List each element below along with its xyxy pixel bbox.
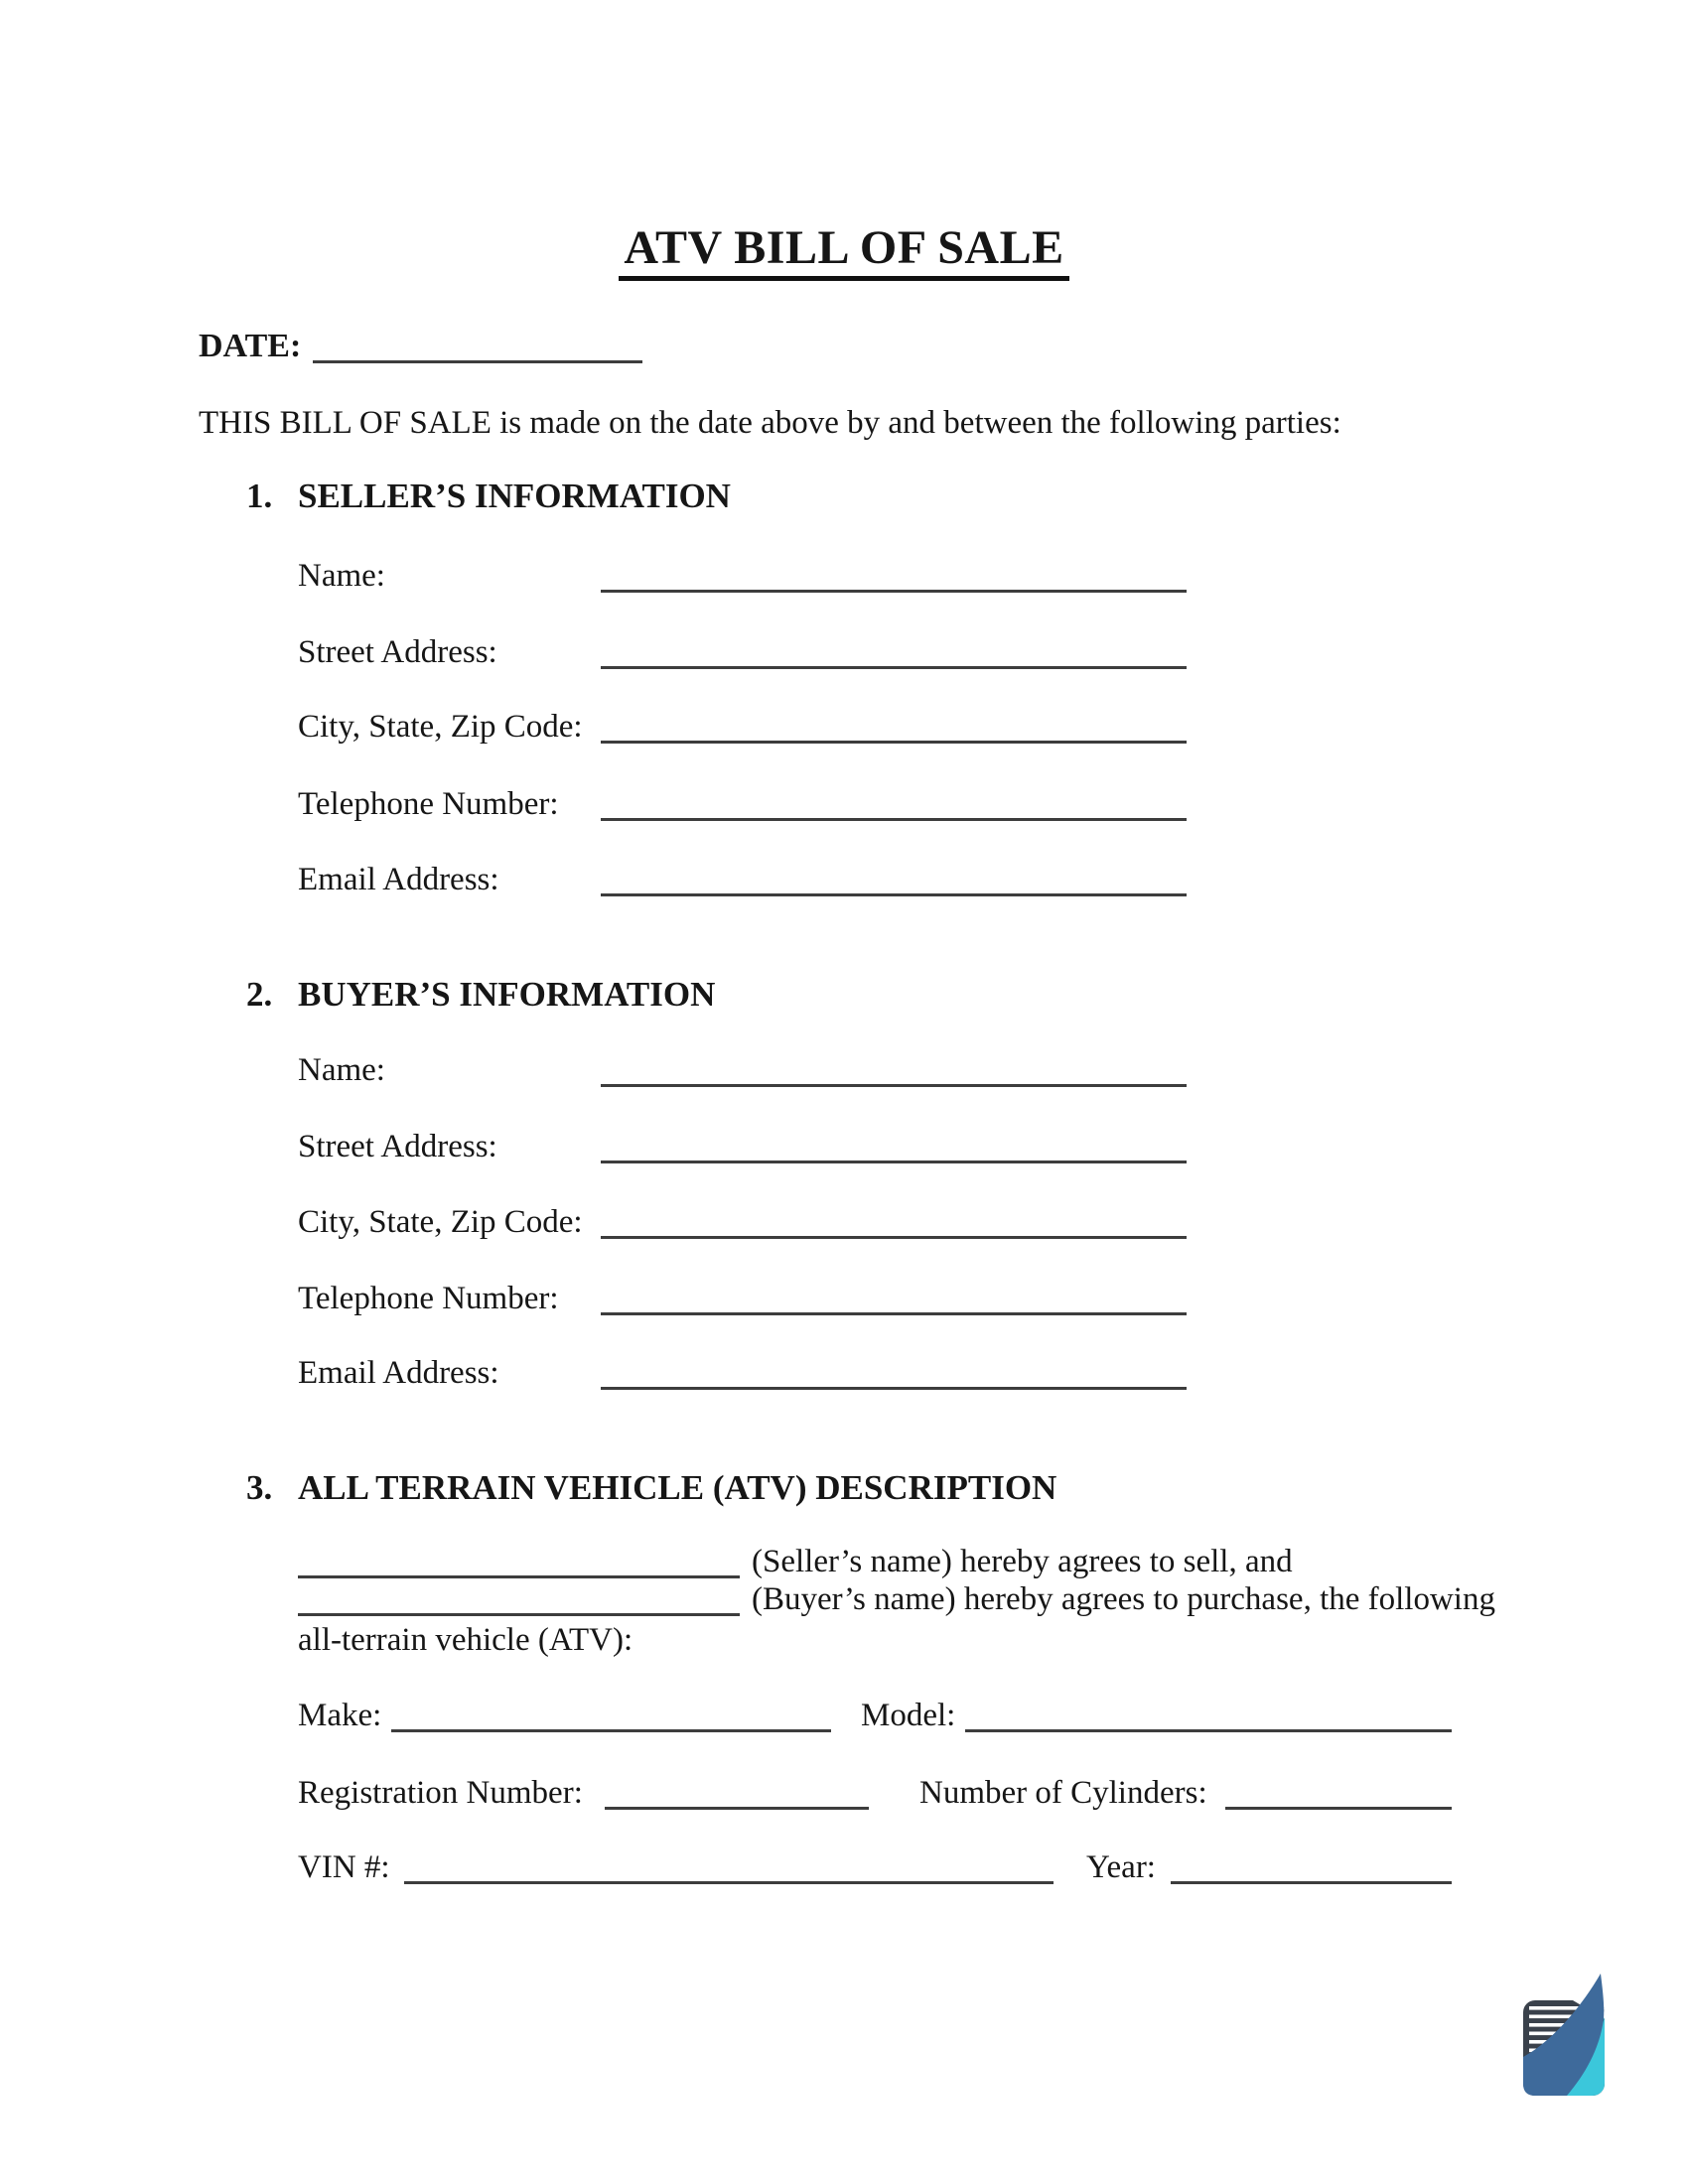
- document-logo-icon: [1521, 1974, 1609, 2098]
- buyer-city-fill-line[interactable]: [601, 1195, 1187, 1239]
- atv-buyer-name-line-row: [298, 1576, 1495, 1616]
- title-wrap: [0, 222, 1688, 281]
- buyer-phone-row: [298, 1272, 1187, 1315]
- atv-closing-line: all-terrain vehicle (ATV):: [298, 1622, 633, 1658]
- buyer-phone-fill-line[interactable]: [601, 1272, 1187, 1315]
- registration-label: Registration Number:: [298, 1775, 583, 1811]
- seller-street-fill-line[interactable]: [601, 625, 1187, 669]
- registration-cylinders-row: [298, 1766, 1460, 1810]
- vin-fill-line[interactable]: [404, 1838, 1054, 1884]
- buyer-phone-label: Telephone Number:: [298, 1281, 559, 1316]
- seller-city-label: City, State, Zip Code:: [298, 709, 583, 745]
- buyer-city-label: City, State, Zip Code:: [298, 1204, 583, 1240]
- atv-seller-name-line-row: [298, 1539, 1293, 1578]
- date-label: DATE:: [199, 328, 302, 364]
- seller-name-fill-line[interactable]: [601, 549, 1187, 593]
- make-fill-line[interactable]: [391, 1686, 831, 1732]
- document-title: ATV BILL OF SALE: [619, 222, 1068, 281]
- seller-phone-fill-line[interactable]: [601, 777, 1187, 821]
- make-model-row: [298, 1689, 1460, 1732]
- intro-paragraph: THIS BILL OF SALE is made on the date above by and between the following parties:: [199, 405, 1341, 441]
- buyer-name-label: Name:: [298, 1052, 385, 1088]
- atv-section-title: ALL TERRAIN VEHICLE (ATV) DESCRIPTION: [298, 1468, 1057, 1507]
- model-fill-line[interactable]: [965, 1686, 1452, 1732]
- cylinders-label: Number of Cylinders:: [919, 1775, 1207, 1811]
- buyer-street-row: [298, 1120, 1187, 1163]
- buyer-name-row: [298, 1043, 1187, 1087]
- model-label: Model:: [861, 1698, 956, 1733]
- atv-seller-line-text: (Seller’s name) hereby agrees to sell, and: [752, 1544, 1293, 1579]
- seller-street-label: Street Address:: [298, 634, 497, 670]
- year-fill-line[interactable]: [1171, 1838, 1452, 1884]
- buyer-email-row: [298, 1346, 1187, 1390]
- seller-name-label: Name:: [298, 558, 385, 594]
- buyer-email-fill-line[interactable]: [601, 1346, 1187, 1390]
- seller-section-number: 1.: [246, 477, 273, 515]
- seller-email-label: Email Address:: [298, 862, 499, 897]
- year-label: Year:: [1086, 1849, 1156, 1885]
- buyer-street-fill-line[interactable]: [601, 1120, 1187, 1163]
- vin-label: VIN #:: [298, 1849, 390, 1885]
- buyer-section-number: 2.: [246, 975, 273, 1014]
- atv-buyer-name-fill-line[interactable]: [298, 1576, 740, 1616]
- vin-year-row: [298, 1841, 1460, 1884]
- atv-section-number: 3.: [246, 1468, 273, 1507]
- cylinders-fill-line[interactable]: [1225, 1763, 1452, 1810]
- seller-email-row: [298, 853, 1187, 896]
- seller-street-row: [298, 625, 1187, 669]
- date-fill-line[interactable]: [313, 320, 642, 363]
- date-row: [199, 320, 642, 363]
- atv-seller-name-fill-line[interactable]: [298, 1539, 740, 1578]
- buyer-section-heading: [246, 976, 715, 1015]
- buyer-name-fill-line[interactable]: [601, 1043, 1187, 1087]
- seller-city-row: [298, 700, 1187, 744]
- seller-section-heading: [246, 478, 731, 516]
- buyer-section-title: BUYER’S INFORMATION: [298, 975, 716, 1014]
- atv-section-heading: [246, 1469, 1056, 1508]
- seller-phone-row: [298, 777, 1187, 821]
- make-label: Make:: [298, 1698, 382, 1733]
- buyer-city-row: [298, 1195, 1187, 1239]
- registration-fill-line[interactable]: [605, 1763, 869, 1810]
- seller-phone-label: Telephone Number:: [298, 786, 559, 822]
- buyer-street-label: Street Address:: [298, 1129, 497, 1164]
- seller-section-title: SELLER’S INFORMATION: [298, 477, 731, 515]
- seller-name-row: [298, 549, 1187, 593]
- seller-email-fill-line[interactable]: [601, 853, 1187, 896]
- seller-city-fill-line[interactable]: [601, 700, 1187, 744]
- atv-buyer-line-text: (Buyer’s name) hereby agrees to purchase, the following: [752, 1581, 1495, 1617]
- buyer-email-label: Email Address:: [298, 1355, 499, 1391]
